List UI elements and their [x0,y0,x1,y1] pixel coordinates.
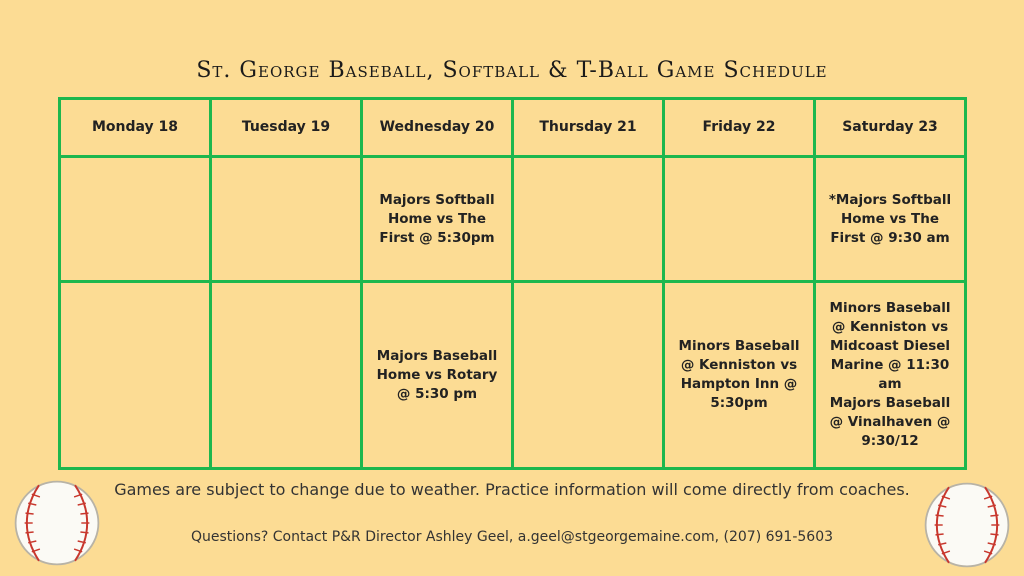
game-info: Majors Softball Home vs The First @ 5:30pm [379,191,495,246]
schedule-cell [60,282,211,469]
schedule-cell [664,282,815,469]
schedule-cell [211,157,362,282]
baseball-icon [922,480,1012,570]
day-header: Friday 22 [664,99,815,157]
day-header: Wednesday 20 [362,99,513,157]
weather-notice: Games are subject to change due to weather. Practice information will come directly from coaches. [114,480,910,499]
day-header: Monday 18 [60,99,211,157]
baseball-icon [12,478,102,568]
schedule-cell [60,157,211,282]
schedule-cell [513,282,664,469]
game-info: Minors Baseball @ Kenniston vs Hampton Inn @ 5:30pm [678,338,800,411]
game-info: *Majors Softball Home vs The First @ 9:30 am [828,191,952,246]
schedule-cell [513,157,664,282]
schedule-cell [815,282,966,469]
game-info: Majors Baseball Home vs Rotary @ 5:30 pm [376,347,498,402]
day-header: Thursday 21 [513,99,664,157]
schedule-cell [815,157,966,282]
schedule-cell [362,157,513,282]
schedule-cell [362,282,513,469]
schedule-cell [211,282,362,469]
schedule-header-row [60,99,966,157]
page-title: St. George Baseball, Softball & T-Ball Game Schedule [196,58,828,83]
schedule-table [58,97,967,470]
schedule-cell [664,157,815,282]
contact-info: Questions? Contact P&R Director Ashley Geel, a.geel@stgeorgemaine.com, (207) 691-5603 [190,529,834,545]
schedule-row [60,157,966,282]
schedule-row [60,282,966,469]
day-header: Saturday 23 [815,99,966,157]
day-header: Tuesday 19 [211,99,362,157]
game-info: Minors Baseball @ Kenniston vs Midcoast Diesel Marine @ 11:30 am Majors Baseball @ Vinalhaven @ 9:30/12 [829,300,951,449]
